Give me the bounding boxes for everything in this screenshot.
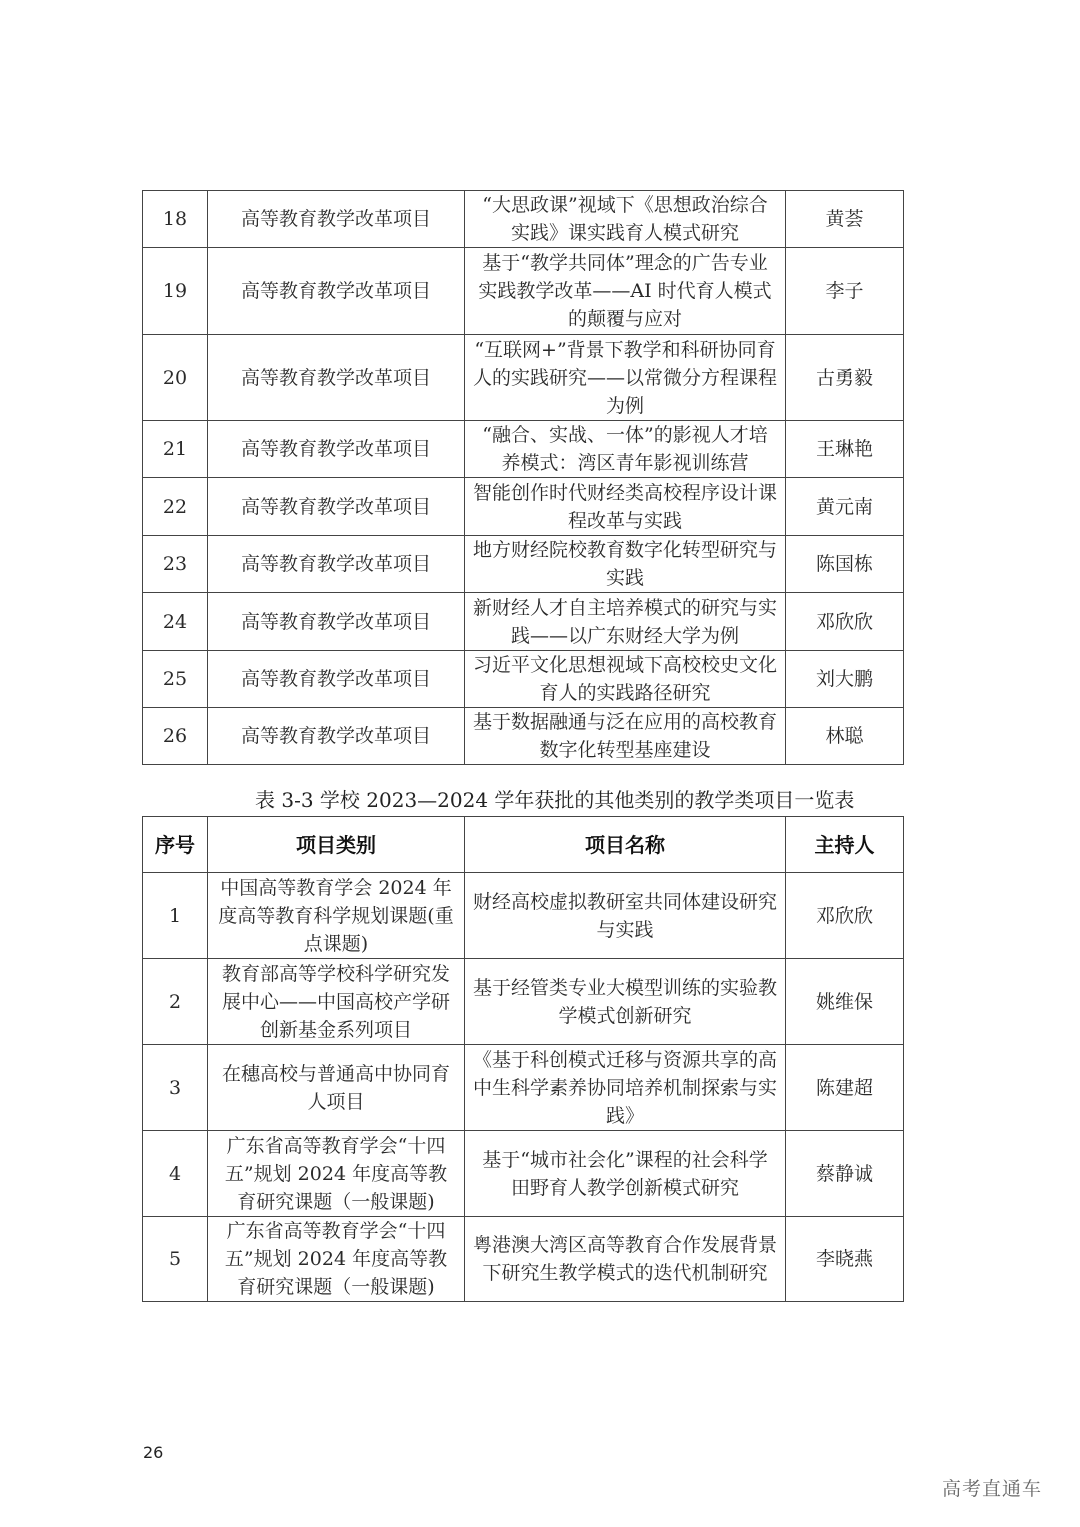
cell-no: 21 (143, 421, 208, 478)
cell-name: 地方财经院校教育数字化转型研究与实践 (465, 536, 786, 593)
cell-no: 2 (143, 959, 208, 1045)
table-row (143, 421, 904, 478)
header-name: 项目名称 (465, 817, 786, 873)
cell-no: 5 (143, 1217, 208, 1302)
cell-category: 高等教育教学改革项目 (208, 708, 465, 765)
cell-category: 高等教育教学改革项目 (208, 651, 465, 708)
table-row (143, 1045, 904, 1131)
cell-no: 24 (143, 593, 208, 651)
table-row (143, 536, 904, 593)
cell-name: 粤港澳大湾区高等教育合作发展背景下研究生教学模式的迭代机制研究 (465, 1217, 786, 1302)
cell-host: 林聪 (786, 708, 904, 765)
cell-name: 新财经人才自主培养模式的研究与实践——以广东财经大学为例 (465, 593, 786, 651)
cell-category: 广东省高等教育学会“十四五”规划 2024 年度高等教育研究课题（一般课题) (208, 1217, 465, 1302)
cell-category: 高等教育教学改革项目 (208, 593, 465, 651)
cell-category: 教育部高等学校科学研究发展中心——中国高校产学研创新基金系列项目 (208, 959, 465, 1045)
table-row (143, 708, 904, 765)
cell-host: 黄元南 (786, 478, 904, 536)
table-row (143, 1217, 904, 1302)
table-row (143, 651, 904, 708)
cell-no: 1 (143, 873, 208, 959)
cell-category: 高等教育教学改革项目 (208, 421, 465, 478)
cell-host: 邓欣欣 (786, 873, 904, 959)
table-3-3-caption: 表 3-3 学校 2023—2024 学年获批的其他类别的教学类项目一览表 (255, 788, 855, 812)
teaching-reform-projects-table-continued (142, 190, 904, 765)
cell-no: 26 (143, 708, 208, 765)
other-teaching-projects-table (142, 816, 904, 1302)
cell-no: 3 (143, 1045, 208, 1131)
header-host: 主持人 (786, 817, 904, 873)
cell-category: 高等教育教学改革项目 (208, 248, 465, 335)
cell-name: 财经高校虚拟教研室共同体建设研究与实践 (465, 873, 786, 959)
cell-name: 《基于科创模式迁移与资源共享的高中生科学素养协同培养机制探索与实践》 (465, 1045, 786, 1131)
table-row (143, 478, 904, 536)
cell-category: 高等教育教学改革项目 (208, 335, 465, 421)
table-row (143, 191, 904, 248)
cell-host: 陈国栋 (786, 536, 904, 593)
cell-name: “融合、实战、一体”的影视人才培养模式：湾区青年影视训练营 (465, 421, 786, 478)
cell-name: 基于经管类专业大模型训练的实验教学模式创新研究 (465, 959, 786, 1045)
cell-host: 李子 (786, 248, 904, 335)
cell-category: 高等教育教学改革项目 (208, 536, 465, 593)
cell-name: “互联网+”背景下教学和科研协同育人的实践研究——以常微分方程课程为例 (465, 335, 786, 421)
header-no: 序号 (143, 817, 208, 873)
table-row (143, 959, 904, 1045)
cell-category: 广东省高等教育学会“十四五”规划 2024 年度高等教育研究课题（一般课题) (208, 1131, 465, 1217)
cell-category: 在穗高校与普通高中协同育人项目 (208, 1045, 465, 1131)
cell-name: 基于“教学共同体”理念的广告专业实践教学改革——AI 时代育人模式的颠覆与应对 (465, 248, 786, 335)
table-row (143, 335, 904, 421)
table-row (143, 873, 904, 959)
cell-category: 高等教育教学改革项目 (208, 191, 465, 248)
cell-no: 25 (143, 651, 208, 708)
cell-category: 高等教育教学改革项目 (208, 478, 465, 536)
header-category: 项目类别 (208, 817, 465, 873)
cell-host: 王琳艳 (786, 421, 904, 478)
cell-name: 基于数据融通与泛在应用的高校教育数字化转型基座建设 (465, 708, 786, 765)
watermark: 高考直通车 (942, 1478, 1043, 1500)
page-number: 26 (143, 1443, 164, 1462)
cell-no: 20 (143, 335, 208, 421)
table-header-row (143, 817, 904, 873)
cell-host: 姚维保 (786, 959, 904, 1045)
cell-host: 李晓燕 (786, 1217, 904, 1302)
cell-no: 23 (143, 536, 208, 593)
cell-name: 智能创作时代财经类高校程序设计课程改革与实践 (465, 478, 786, 536)
cell-no: 18 (143, 191, 208, 248)
cell-no: 19 (143, 248, 208, 335)
cell-host: 刘大鹏 (786, 651, 904, 708)
table-row (143, 1131, 904, 1217)
cell-name: 习近平文化思想视域下高校校史文化育人的实践路径研究 (465, 651, 786, 708)
cell-no: 22 (143, 478, 208, 536)
table-row (143, 593, 904, 651)
cell-category: 中国高等教育学会 2024 年度高等教育科学规划课题(重点课题) (208, 873, 465, 959)
cell-no: 4 (143, 1131, 208, 1217)
cell-host: 蔡静诚 (786, 1131, 904, 1217)
cell-host: 古勇毅 (786, 335, 904, 421)
cell-name: “大思政课”视域下《思想政治综合实践》课实践育人模式研究 (465, 191, 786, 248)
cell-name: 基于“城市社会化”课程的社会科学田野育人教学创新模式研究 (465, 1131, 786, 1217)
cell-host: 陈建超 (786, 1045, 904, 1131)
table-row (143, 248, 904, 335)
cell-host: 黄荟 (786, 191, 904, 248)
cell-host: 邓欣欣 (786, 593, 904, 651)
